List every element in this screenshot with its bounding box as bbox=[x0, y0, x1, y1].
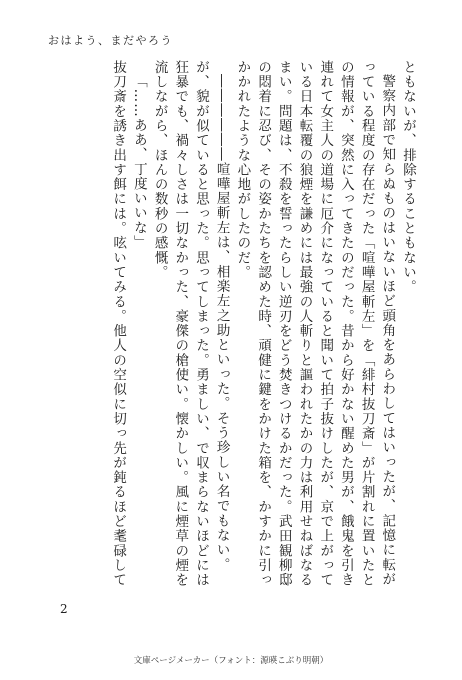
page-number: 2 bbox=[60, 602, 68, 616]
running-head: おはよう、まだやろう bbox=[48, 34, 173, 47]
paragraph: 抜刀斎を誘き出す餌には。呟いてみる。他人の空似に切っ先が鈍るほど耄碌して bbox=[110, 60, 127, 588]
paragraph: ――――――喧嘩屋斬左は、相楽左之助といった。そう珍しい名でもない。が、貌が似ていると思った。思ってしまった。勇ましい、で収まらないほどには狂暴でも、禍々しさは一切なかった、豪傑の槍使い。懐かしい。風に煙草の煙を流しながら、ほんの数秒の感慨。 bbox=[151, 60, 230, 588]
paragraph: 警察内部で知らぬものはいないほど頭角をあらわしてはいったが、記憶に転がっている程度の存在だった「喧嘩屋斬左」を「緋村抜刀斎」が片割れに置いたとの情報が、突然に入ってきたのだった。昔から好かない醒めた男が、餓鬼を引き連れて女主人の道場に厄介になっていると聞いて拍子抜けしたが、京で上がっている日本転覆の狼煙を謙めには最強の人斬りと謳われたかの力は利用せねばなるまい。問題は、不殺を誓ったらしい逆刃をどう焚きつけるかだった。武田観柳邸の悶着に忍び、その姿かたちを認めた時、頑健に鍵をかけた箱を、かすかに引っかかれたような心地がしたのだ。 bbox=[234, 60, 396, 588]
body-text bbox=[46, 60, 418, 592]
footer-credit: 文庫ページメーカー（フォント：源暎こぶり明朝） bbox=[133, 656, 329, 666]
paragraph: 「……ああ、丁度いいな」 bbox=[130, 73, 147, 250]
paragraph: ともないが、排除することもない。 bbox=[400, 60, 416, 295]
